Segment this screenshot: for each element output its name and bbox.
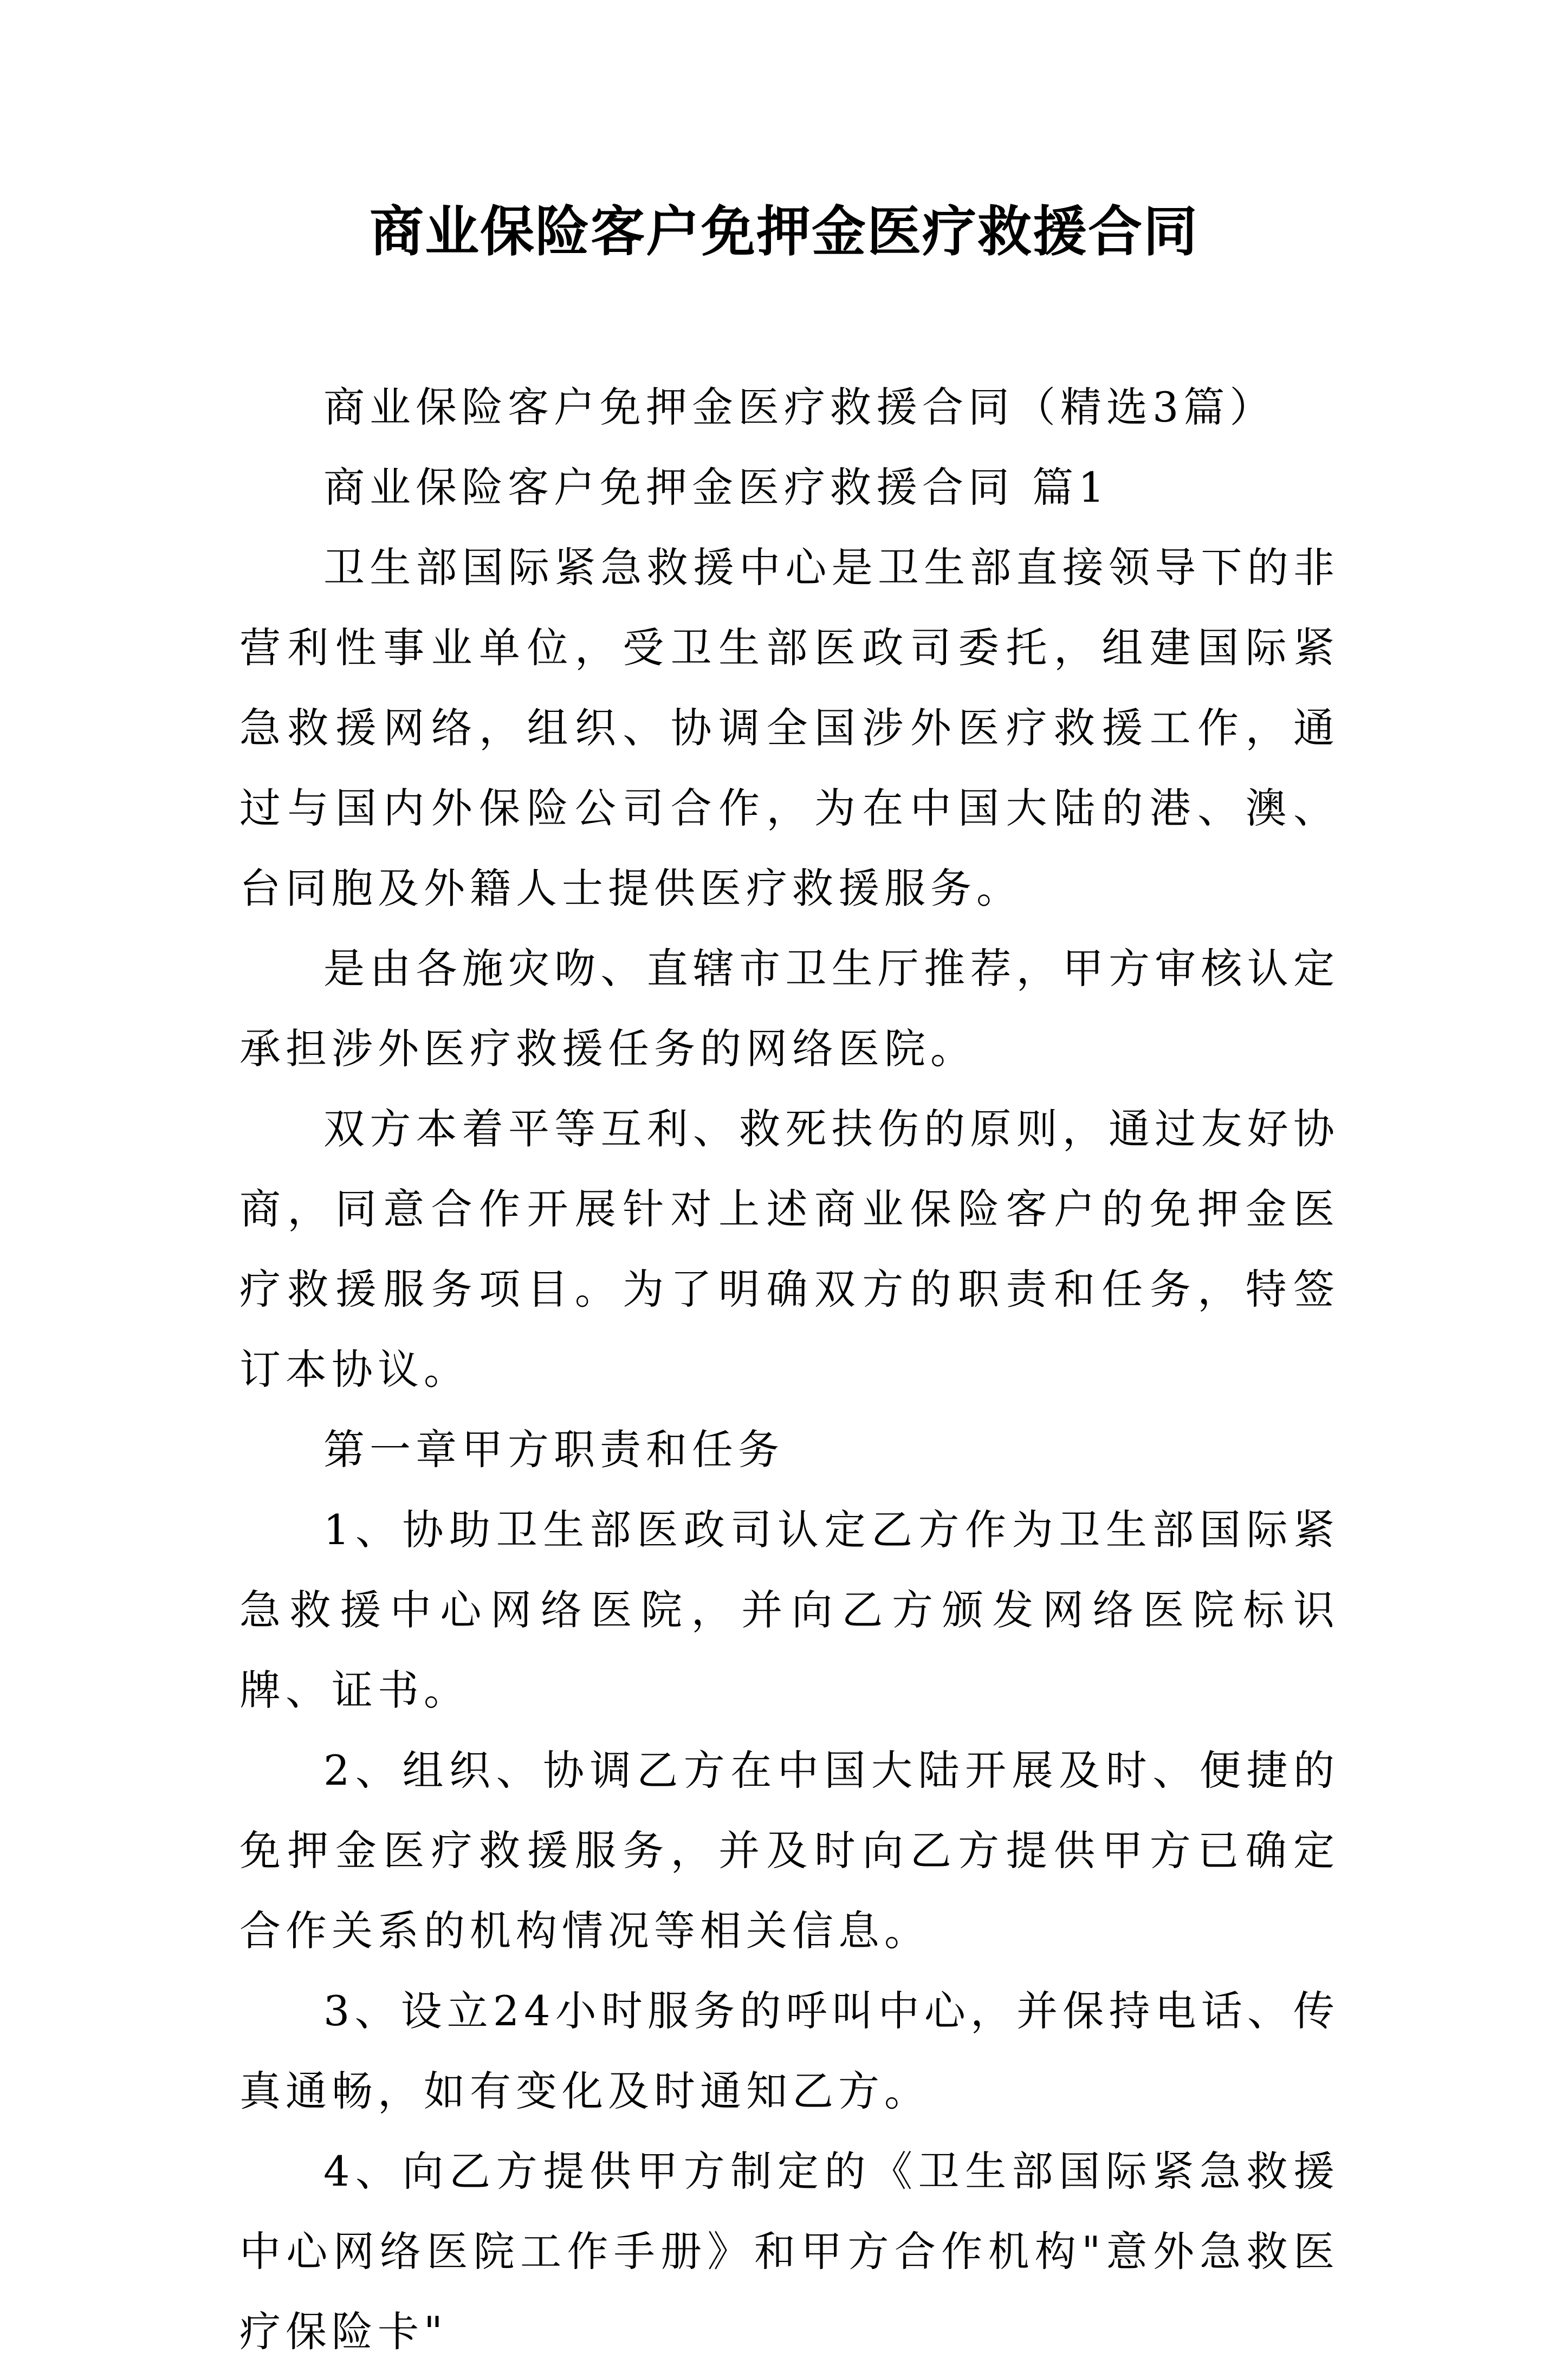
document-title: 商业保险客户免押金医疗救援合同 [370, 199, 1198, 263]
list-item: 3、设立24小时服务的呼叫中心，并保持电话、传真通畅，如有变化及时通知乙方。 [239, 1987, 1339, 2115]
list-item: 1、协助卫生部医政司认定乙方作为卫生部国际紧急救援中心网络医院，并向乙方颁发网络医院标识牌、证书。 [239, 1506, 1339, 1714]
paragraph-section-heading: 商业保险客户免押金医疗救援合同 篇1 [323, 463, 1110, 511]
paragraph: 卫生部国际紧急救援中心是卫生部直接领导下的非营利性事业单位，受卫生部医政司委托，组建国际紧急救援网络，组织、协调全国涉外医疗救援工作，通过与国内外保险公司合作，为在中国大陆的港、澳、台同胞及外籍人士提供医疗救援服务。 [239, 543, 1339, 912]
paragraph-subtitle: 商业保险客户免押金医疗救援合同（精选3篇） [323, 383, 1276, 431]
document-body [239, 367, 1339, 2372]
paragraph: 是由各施灾吻、直辖市卫生厅推荐，甲方审核认定承担涉外医疗救援任务的网络医院。 [239, 944, 1339, 1073]
paragraph: 双方本着平等互利、救死扶伤的原则，通过友好协商，同意合作开展针对上述商业保险客户的免押金医疗救援服务项目。为了明确双方的职责和任务，特签订本协议。 [239, 1105, 1339, 1394]
list-item: 4、向乙方提供甲方制定的《卫生部国际紧急救援中心网络医院工作手册》和甲方合作机构"意外急救医疗保险卡" [239, 2147, 1339, 2356]
list-item: 2、组织、协调乙方在中国大陆开展及时、便捷的免押金医疗救援服务，并及时向乙方提供甲方已确定合作关系的机构情况等相关信息。 [239, 1746, 1339, 1955]
chapter-heading: 第一章甲方职责和任务 [323, 1425, 784, 1474]
